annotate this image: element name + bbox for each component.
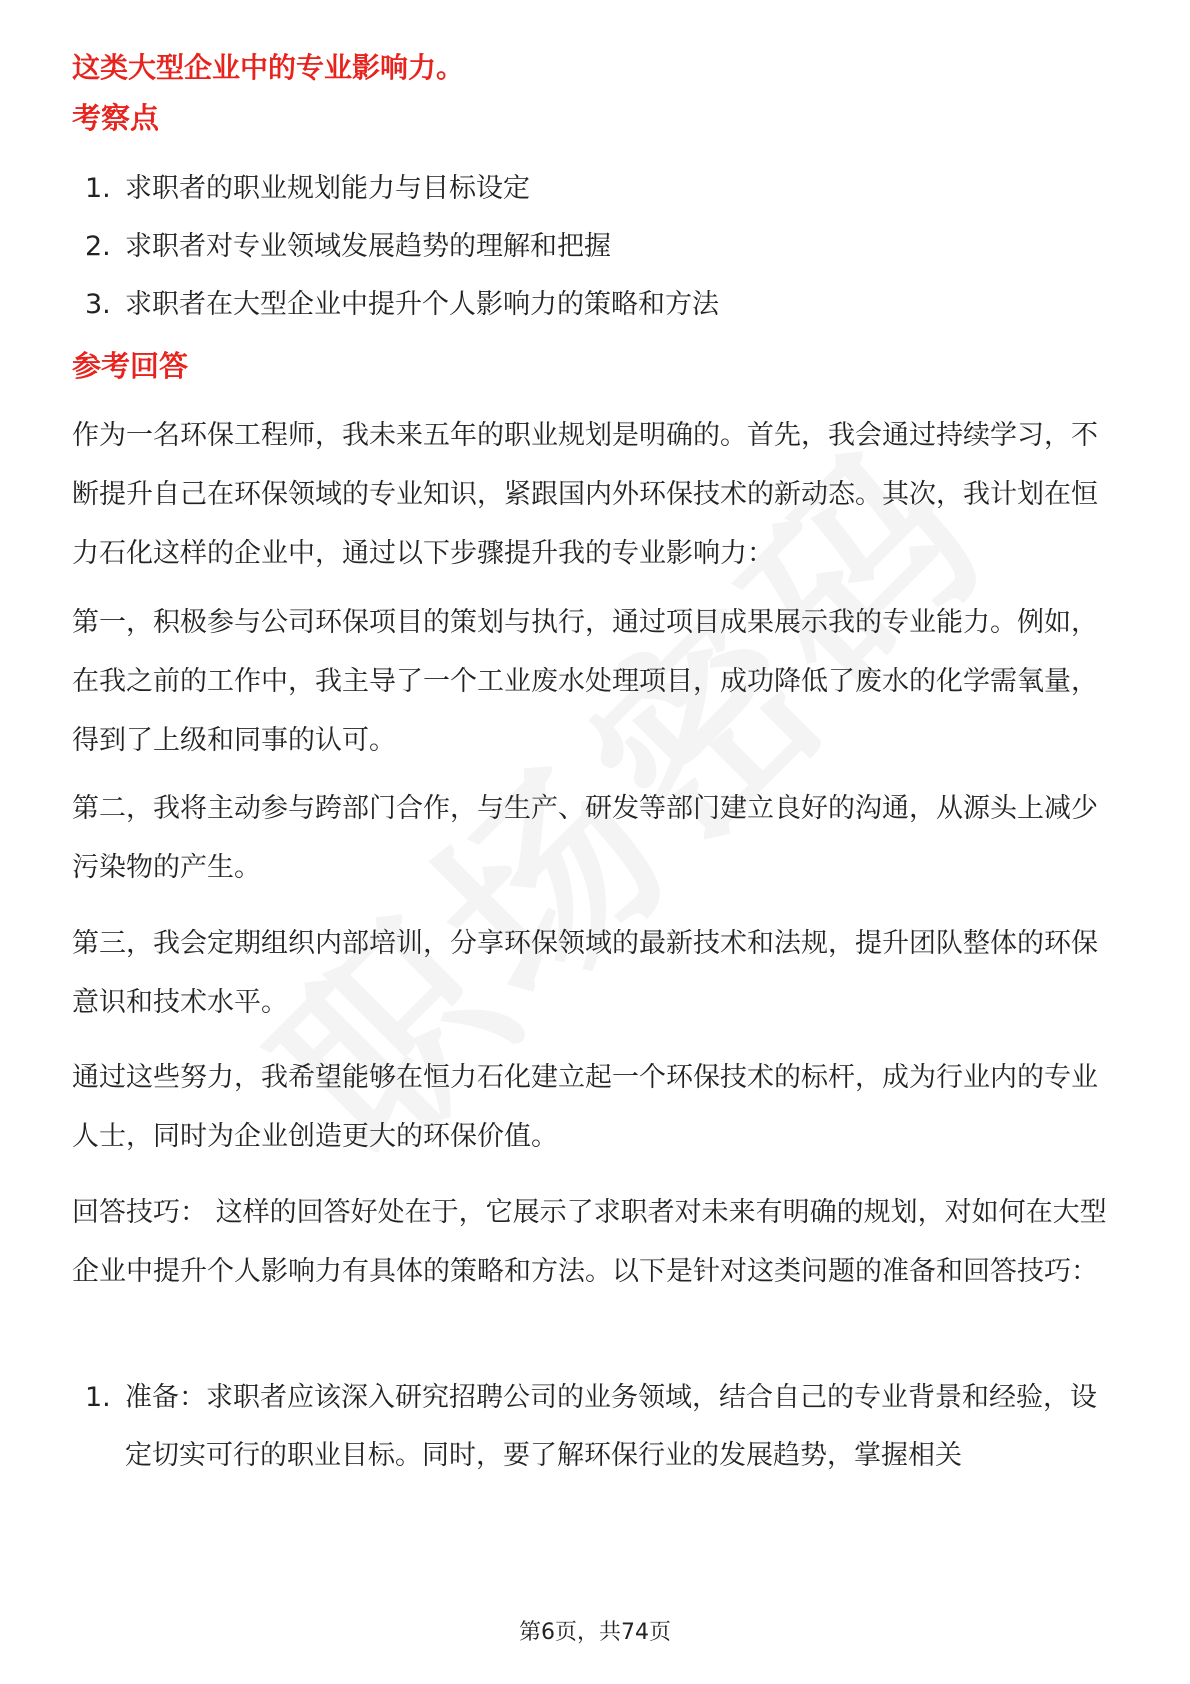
answer-tips-paragraph: 回答技巧： 这样的回答好处在于，它展示了求职者对未来有明确的规划，对如何在大型企业中提升个人影响力有具体的策略和方法。以下是针对这类问题的准备和回答技巧： [72, 1197, 1107, 1287]
list-item [72, 218, 1118, 276]
intro-continuation: 这类大型企业中的专业影响力。 [72, 51, 465, 84]
tips-list [72, 1369, 1118, 1485]
page-number: 第6页，共74页 [519, 1620, 671, 1645]
list-item [72, 1369, 1118, 1485]
paragraph: 通过这些努力，我希望能够在恒力石化建立起一个环保技术的标杆，成为行业内的专业人士，同时为企业创造更大的环保价值。 [72, 1062, 1098, 1152]
paragraph: 第二，我将主动参与跨部门合作，与生产、研发等部门建立良好的沟通，从源头上减少污染物的产生。 [72, 793, 1098, 883]
list-number: 1. [85, 1382, 111, 1413]
list-text: 求职者在大型企业中提升个人影响力的策略和方法 [125, 289, 719, 320]
list-text: 求职者对专业领域发展趋势的理解和把握 [125, 231, 611, 262]
paragraph: 作为一名环保工程师，我未来五年的职业规划是明确的。首先，我会通过持续学习，不断提升自己在环保领域的专业知识，紧跟国内外环保技术的新动态。其次，我计划在恒力石化这样的企业中，通过以下步骤提升我的专业影响力： [72, 420, 1098, 569]
list-number: 3. [85, 289, 111, 320]
list-item [72, 276, 1118, 334]
list-number: 1. [85, 173, 111, 204]
paragraph: 第三，我会定期组织内部培训，分享环保领域的最新技术和法规，提升团队整体的环保意识和技术水平。 [72, 928, 1098, 1018]
list-item [72, 160, 1118, 218]
points-list [72, 160, 1118, 334]
answer-heading: 参考回答 [72, 349, 189, 383]
list-number: 2. [85, 231, 111, 262]
list-text: 求职者的职业规划能力与目标设定 [125, 173, 530, 204]
paragraph: 第一，积极参与公司环保项目的策划与执行，通过项目成果展示我的专业能力。例如，在我之前的工作中，我主导了一个工业废水处理项目，成功降低了废水的化学需氧量，得到了上级和同事的认可。 [72, 607, 1098, 756]
list-text: 准备：求职者应该深入研究招聘公司的业务领域，结合自己的专业背景和经验，设定切实可行的职业目标。同时，要了解环保行业的发展趋势，掌握相关 [125, 1382, 1097, 1471]
points-heading: 考察点 [72, 101, 160, 135]
